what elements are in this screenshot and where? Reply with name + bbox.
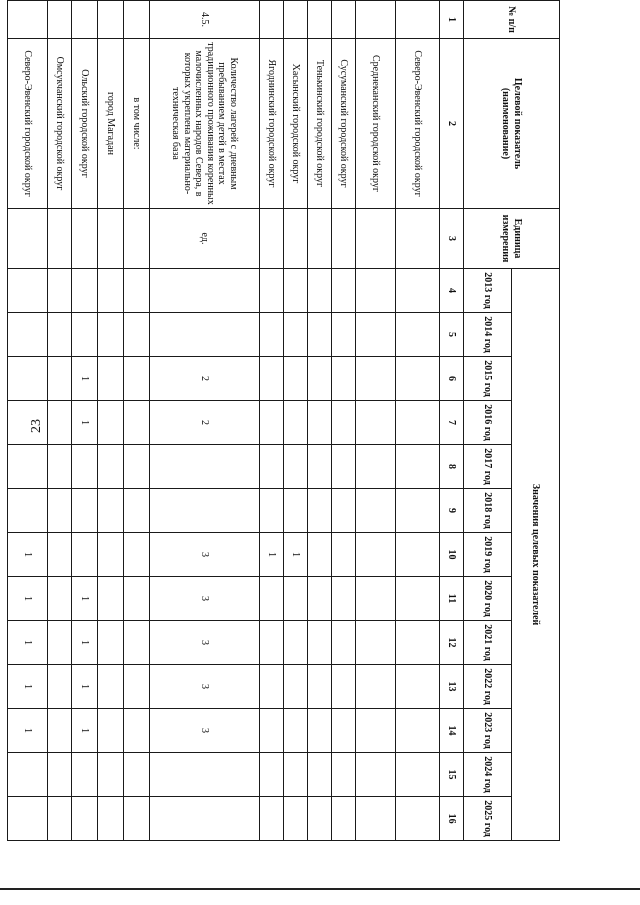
col-number: 11 — [440, 577, 464, 621]
row-number — [8, 1, 48, 39]
header-unit: Единица измерения — [464, 209, 560, 269]
row-unit — [308, 209, 332, 269]
row-value — [284, 709, 308, 753]
row-value — [356, 797, 396, 841]
row-number: 4.5. — [150, 1, 260, 39]
year-header: 2025 год — [464, 797, 512, 841]
row-value — [48, 313, 72, 357]
row-value: 1 — [72, 665, 98, 709]
row-value — [396, 753, 440, 797]
col-number: 3 — [440, 209, 464, 269]
row-value — [332, 665, 356, 709]
row-value — [284, 621, 308, 665]
row-value — [308, 269, 332, 313]
row-value: 1 — [260, 533, 284, 577]
row-value — [356, 357, 396, 401]
row-value — [260, 709, 284, 753]
row-value — [356, 621, 396, 665]
year-header: 2017 год — [464, 445, 512, 489]
row-value — [98, 621, 124, 665]
year-header: 2023 год — [464, 709, 512, 753]
row-value — [124, 577, 150, 621]
row-value — [98, 357, 124, 401]
row-value — [8, 797, 48, 841]
col-number: 2 — [440, 39, 464, 209]
row-value — [48, 665, 72, 709]
row-indicator-name: Среднеканский городской округ — [356, 39, 396, 209]
table-row — [8, 1, 48, 841]
row-value — [98, 665, 124, 709]
row-value — [260, 357, 284, 401]
row-value — [150, 489, 260, 533]
year-header: 2014 год — [464, 313, 512, 357]
row-value — [284, 489, 308, 533]
row-value — [332, 357, 356, 401]
row-indicator-name: Хасынский городской округ — [284, 39, 308, 209]
row-value — [284, 665, 308, 709]
row-value: 1 — [72, 577, 98, 621]
row-value — [260, 797, 284, 841]
row-indicator-name: Сусуманский городской округ — [332, 39, 356, 209]
rotated-table-wrapper — [22, 0, 560, 840]
row-value — [150, 313, 260, 357]
row-value — [124, 489, 150, 533]
row-value — [124, 269, 150, 313]
col-number: 9 — [440, 489, 464, 533]
row-value — [48, 489, 72, 533]
row-value — [98, 401, 124, 445]
row-value — [396, 269, 440, 313]
row-value — [98, 313, 124, 357]
row-indicator-name: Тенькинский городской округ — [308, 39, 332, 209]
row-value — [332, 797, 356, 841]
row-indicator-name: город Магадан — [98, 39, 124, 209]
col-number: 12 — [440, 621, 464, 665]
row-value — [48, 401, 72, 445]
row-value: 3 — [150, 533, 260, 577]
row-unit — [332, 209, 356, 269]
header-no: № п/п — [464, 1, 560, 39]
row-value — [72, 269, 98, 313]
row-value — [8, 357, 48, 401]
row-value: 1 — [72, 621, 98, 665]
row-value: 1 — [8, 709, 48, 753]
year-header: 2016 год — [464, 401, 512, 445]
row-value — [396, 401, 440, 445]
row-value — [150, 797, 260, 841]
col-number: 6 — [440, 357, 464, 401]
table-row — [72, 1, 98, 841]
row-value — [150, 269, 260, 313]
bottom-rule — [0, 888, 640, 890]
row-value — [48, 753, 72, 797]
row-value: 3 — [150, 621, 260, 665]
row-value — [72, 489, 98, 533]
row-value — [356, 445, 396, 489]
row-value — [72, 753, 98, 797]
year-header: 2024 год — [464, 753, 512, 797]
row-value — [356, 753, 396, 797]
row-value — [396, 577, 440, 621]
row-value — [332, 269, 356, 313]
row-unit — [396, 209, 440, 269]
col-number: 15 — [440, 753, 464, 797]
row-value — [332, 621, 356, 665]
row-number — [332, 1, 356, 39]
row-indicator-name: Количество лагерей с дневным пребыванием детей в местах традиционного проживания коренных малочисленных народов Севера, в которых укреплена материально-техническая база — [150, 39, 260, 209]
row-value — [8, 445, 48, 489]
table-row — [332, 1, 356, 841]
row-value — [98, 797, 124, 841]
row-indicator-name: Северо-Эвенский городской округ — [396, 39, 440, 209]
row-value — [308, 621, 332, 665]
row-unit: ед. — [150, 209, 260, 269]
row-value — [396, 313, 440, 357]
row-value — [98, 709, 124, 753]
row-value — [124, 401, 150, 445]
row-value: 1 — [72, 357, 98, 401]
row-value — [332, 489, 356, 533]
row-unit — [124, 209, 150, 269]
col-number: 10 — [440, 533, 464, 577]
row-value — [48, 577, 72, 621]
row-value — [124, 533, 150, 577]
row-value — [124, 797, 150, 841]
row-value — [332, 533, 356, 577]
row-value — [284, 401, 308, 445]
row-number — [98, 1, 124, 39]
row-value — [124, 709, 150, 753]
row-value — [356, 709, 396, 753]
row-value — [48, 797, 72, 841]
row-number — [72, 1, 98, 39]
col-number: 1 — [440, 1, 464, 39]
row-unit — [98, 209, 124, 269]
row-value — [72, 797, 98, 841]
table-row — [396, 1, 440, 841]
row-value — [308, 665, 332, 709]
row-value — [48, 709, 72, 753]
year-header: 2022 год — [464, 665, 512, 709]
row-indicator-name: Ягоднинский городской округ — [260, 39, 284, 209]
row-value — [308, 401, 332, 445]
row-value — [356, 313, 396, 357]
row-value — [332, 709, 356, 753]
col-number: 4 — [440, 269, 464, 313]
table-row — [124, 1, 150, 841]
row-value — [48, 533, 72, 577]
row-value — [284, 313, 308, 357]
table-row — [150, 1, 260, 841]
row-value — [98, 753, 124, 797]
col-number: 14 — [440, 709, 464, 753]
row-value — [72, 313, 98, 357]
row-value — [98, 269, 124, 313]
row-value: 1 — [72, 709, 98, 753]
row-unit — [72, 209, 98, 269]
row-value — [124, 665, 150, 709]
row-value — [332, 753, 356, 797]
row-value — [284, 445, 308, 489]
row-value — [308, 313, 332, 357]
row-value — [284, 753, 308, 797]
row-value — [396, 533, 440, 577]
row-value — [396, 797, 440, 841]
row-number — [48, 1, 72, 39]
row-value — [308, 709, 332, 753]
row-value — [396, 489, 440, 533]
row-number — [260, 1, 284, 39]
row-unit — [260, 209, 284, 269]
row-value — [396, 665, 440, 709]
row-value — [308, 489, 332, 533]
row-value — [308, 357, 332, 401]
header-indicator: Целевой показатель (наименование) — [464, 39, 560, 209]
year-header: 2019 год — [464, 533, 512, 577]
row-unit — [356, 209, 396, 269]
year-header: 2020 год — [464, 577, 512, 621]
row-value — [396, 445, 440, 489]
row-value — [8, 401, 48, 445]
row-value — [396, 621, 440, 665]
row-value — [260, 621, 284, 665]
row-value — [284, 577, 308, 621]
row-value — [260, 577, 284, 621]
row-number — [356, 1, 396, 39]
row-value — [284, 269, 308, 313]
row-unit — [284, 209, 308, 269]
row-value — [356, 533, 396, 577]
row-value — [124, 313, 150, 357]
row-value — [260, 753, 284, 797]
row-value — [150, 753, 260, 797]
row-value — [332, 577, 356, 621]
row-value — [356, 665, 396, 709]
row-indicator-name: Омсукчанский городской округ — [48, 39, 72, 209]
row-value — [308, 445, 332, 489]
row-value — [260, 489, 284, 533]
row-value — [308, 797, 332, 841]
row-value — [308, 577, 332, 621]
row-value — [150, 445, 260, 489]
row-value: 3 — [150, 577, 260, 621]
col-number: 5 — [440, 313, 464, 357]
table-row — [98, 1, 124, 841]
row-value — [260, 269, 284, 313]
row-indicator-name: Ольский городской округ — [72, 39, 98, 209]
col-number: 8 — [440, 445, 464, 489]
row-value — [356, 269, 396, 313]
row-value — [332, 445, 356, 489]
row-value — [8, 489, 48, 533]
row-value: 1 — [8, 533, 48, 577]
row-value: 3 — [150, 665, 260, 709]
row-number — [308, 1, 332, 39]
table-row — [48, 1, 72, 841]
col-number: 16 — [440, 797, 464, 841]
header-values-group: Значения целевых показателей — [512, 269, 560, 841]
row-value — [332, 401, 356, 445]
row-number — [284, 1, 308, 39]
table-row — [260, 1, 284, 841]
target-indicators-table — [7, 0, 560, 841]
table-row — [356, 1, 396, 841]
page-number: 23 — [29, 419, 44, 433]
row-indicator-name: Северо-Эвенский городской округ — [8, 39, 48, 209]
row-value — [8, 313, 48, 357]
row-value — [396, 357, 440, 401]
row-number — [124, 1, 150, 39]
row-value — [308, 753, 332, 797]
table-row — [308, 1, 332, 841]
row-value — [396, 709, 440, 753]
year-header: 2013 год — [464, 269, 512, 313]
col-number: 7 — [440, 401, 464, 445]
table-row — [284, 1, 308, 841]
row-value — [332, 313, 356, 357]
row-value — [124, 445, 150, 489]
row-value — [356, 401, 396, 445]
row-value: 1 — [8, 621, 48, 665]
row-value — [98, 445, 124, 489]
year-header: 2018 год — [464, 489, 512, 533]
row-indicator-name: в том числе: — [124, 39, 150, 209]
row-value: 3 — [150, 709, 260, 753]
row-value — [48, 621, 72, 665]
row-value — [260, 401, 284, 445]
year-header: 2015 год — [464, 357, 512, 401]
row-value — [72, 533, 98, 577]
row-value — [356, 489, 396, 533]
row-value: 1 — [284, 533, 308, 577]
row-value: 1 — [72, 401, 98, 445]
row-value: 2 — [150, 357, 260, 401]
row-value: 1 — [8, 665, 48, 709]
row-value — [124, 621, 150, 665]
row-value — [8, 269, 48, 313]
row-unit — [8, 209, 48, 269]
row-unit — [48, 209, 72, 269]
row-value: 1 — [8, 577, 48, 621]
row-value — [48, 269, 72, 313]
row-value — [48, 357, 72, 401]
row-value — [98, 489, 124, 533]
row-value — [98, 577, 124, 621]
row-value — [72, 445, 98, 489]
row-value — [48, 445, 72, 489]
row-value — [260, 665, 284, 709]
row-value — [8, 753, 48, 797]
row-value — [124, 357, 150, 401]
row-value — [98, 533, 124, 577]
row-value — [260, 445, 284, 489]
row-number — [396, 1, 440, 39]
row-value — [260, 313, 284, 357]
year-header: 2021 год — [464, 621, 512, 665]
row-value — [308, 533, 332, 577]
col-number: 13 — [440, 665, 464, 709]
row-value — [124, 753, 150, 797]
row-value — [356, 577, 396, 621]
row-value — [284, 357, 308, 401]
row-value: 2 — [150, 401, 260, 445]
row-value — [284, 797, 308, 841]
